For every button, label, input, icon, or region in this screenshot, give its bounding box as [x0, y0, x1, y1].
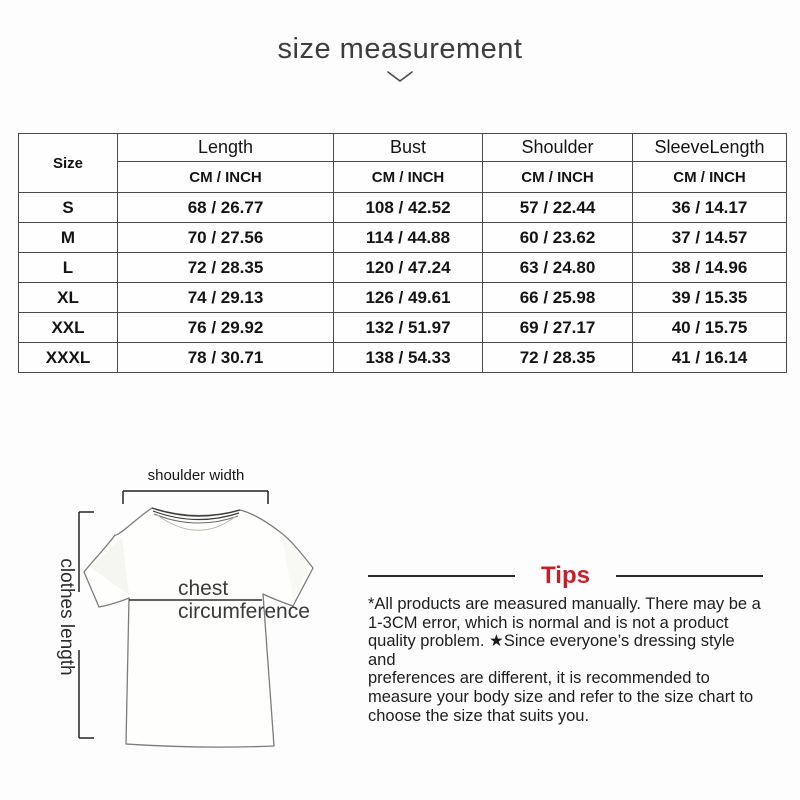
measurement-value: 60 / 23.62: [483, 223, 633, 253]
measurement-value: 57 / 22.44: [483, 193, 633, 223]
size-label: S: [19, 193, 118, 223]
size-label: M: [19, 223, 118, 253]
tshirt-measurement-diagram: [30, 455, 370, 785]
unit-header: CM / INCH: [118, 162, 334, 193]
tips-line: measure your body size and refer to the size chart to: [368, 687, 754, 706]
measurement-value: 41 / 16.14: [633, 343, 787, 373]
clothes-length-label: clothes length: [56, 558, 77, 676]
table-row: [19, 283, 787, 313]
table-row: [19, 313, 787, 343]
tips-section: [368, 562, 763, 725]
chest-label-line1: chest: [178, 577, 229, 600]
measurement-value: 63 / 24.80: [483, 253, 633, 283]
measurement-value: 126 / 49.61: [334, 283, 483, 313]
chest-circumference-label: [178, 577, 310, 623]
measurement-value: 66 / 25.98: [483, 283, 633, 313]
size-label: XXL: [19, 313, 118, 343]
chest-label-line2: circumference: [178, 600, 310, 623]
measurement-value: 138 / 54.33: [334, 343, 483, 373]
size-table: [18, 133, 787, 373]
size-label: XXXL: [19, 343, 118, 373]
measurement-value: 39 / 15.35: [633, 283, 787, 313]
measurement-value: 132 / 51.97: [334, 313, 483, 343]
measurement-value: 69 / 27.17: [483, 313, 633, 343]
tips-heading: Tips: [541, 562, 590, 589]
shoulder-width-bracket: [123, 491, 268, 504]
measurement-value: 72 / 28.35: [118, 253, 334, 283]
column-header: Length: [118, 134, 334, 162]
column-header: SleeveLength: [633, 134, 787, 162]
measurement-value: 40 / 15.75: [633, 313, 787, 343]
measurement-value: 38 / 14.96: [633, 253, 787, 283]
measurement-value: 74 / 29.13: [118, 283, 334, 313]
column-header: Bust: [334, 134, 483, 162]
shoulder-width-label: shoulder width: [147, 467, 245, 484]
chevron-down-icon: [385, 70, 415, 84]
clothes-length-bracket: [79, 512, 94, 738]
table-row: [19, 253, 787, 283]
unit-header: CM / INCH: [633, 162, 787, 193]
tips-right-rule: [616, 575, 763, 577]
tips-text: [368, 595, 763, 725]
measurement-value: 114 / 44.88: [334, 223, 483, 253]
measurement-value: 108 / 42.52: [334, 193, 483, 223]
table-row: [19, 343, 787, 373]
size-chart: [18, 133, 787, 373]
measurement-value: 36 / 14.17: [633, 193, 787, 223]
table-row: [19, 193, 787, 223]
measurement-value: 68 / 26.77: [118, 193, 334, 223]
unit-header: CM / INCH: [334, 162, 483, 193]
size-label: XL: [19, 283, 118, 313]
column-header: Shoulder: [483, 134, 633, 162]
measurement-value: 72 / 28.35: [483, 343, 633, 373]
size-column-header: Size: [19, 134, 118, 193]
measurement-value: 120 / 47.24: [334, 253, 483, 283]
measurement-value: 78 / 30.71: [118, 343, 334, 373]
tips-header: [368, 562, 763, 590]
table-row: [19, 223, 787, 253]
unit-header: CM / INCH: [483, 162, 633, 193]
measurement-value: 37 / 14.57: [633, 223, 787, 253]
tips-line: quality problem. ★Since everyone’s dressing style and: [368, 632, 735, 669]
size-label: L: [19, 253, 118, 283]
measurement-value: 70 / 27.56: [118, 223, 334, 253]
tips-left-rule: [368, 575, 515, 577]
tips-line: *All products are measured manually. There may be a: [368, 595, 761, 613]
tips-line: 1-3CM error, which is normal and is not a product: [368, 613, 729, 632]
tips-line: choose the size that suits you.: [368, 706, 590, 725]
tips-line: preferences are different, it is recommended to: [368, 669, 710, 688]
measurement-value: 76 / 29.92: [118, 313, 334, 343]
title-block: [0, 33, 800, 84]
page-title: size measurement: [277, 33, 523, 65]
